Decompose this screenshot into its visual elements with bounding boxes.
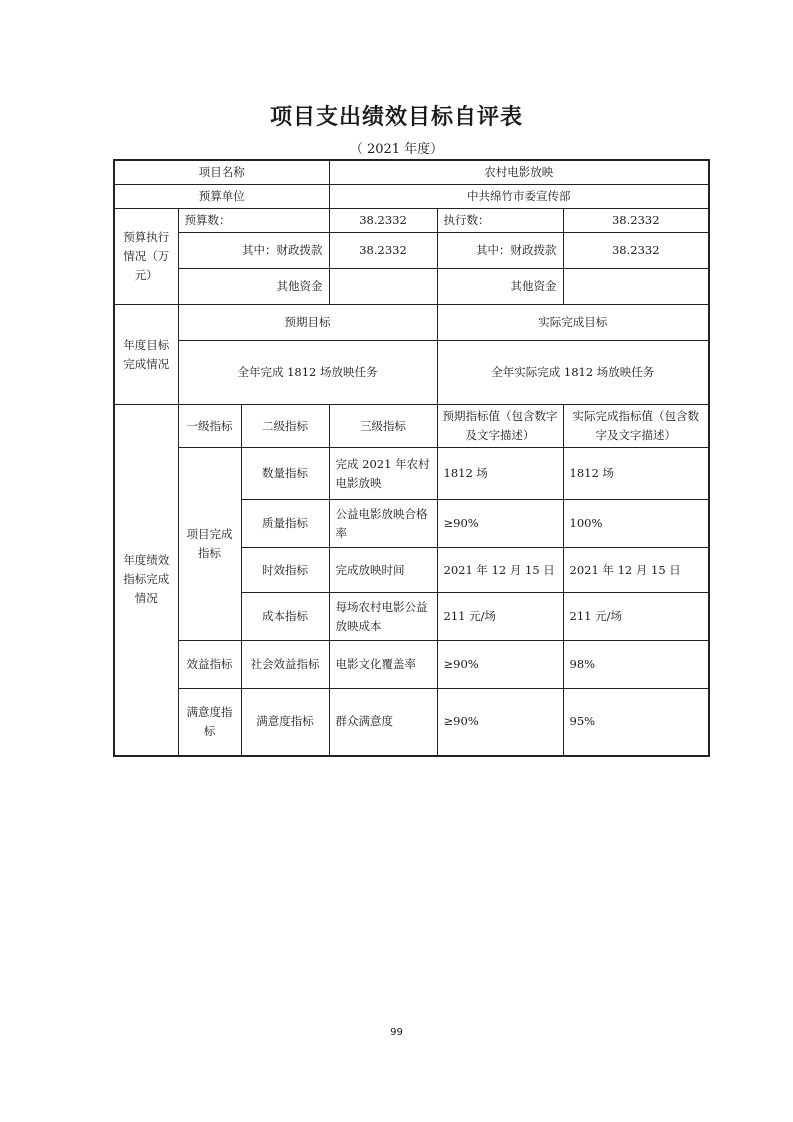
budget-section-label: 预算执行情况（万元） xyxy=(114,209,178,305)
header-level2: 二级指标 xyxy=(241,405,329,448)
actual-value-cell: 1812 场 xyxy=(563,448,709,500)
level3-cell: 电影文化覆盖率 xyxy=(329,641,437,689)
actual-goal-text: 全年实际完成 1812 场放映任务 xyxy=(437,341,709,405)
header-level1: 一级指标 xyxy=(178,405,241,448)
level3-cell: 每场农村电影公益放映成本 xyxy=(329,593,437,641)
level2-cell: 数量指标 xyxy=(241,448,329,500)
other-budget-label: 其他资金 xyxy=(178,269,329,305)
actual-value-cell: 2021 年 12 月 15 日 xyxy=(563,548,709,593)
other-exec-value xyxy=(563,269,709,305)
actual-value-cell: 98% xyxy=(563,641,709,689)
level1-satisfaction: 满意度指标 xyxy=(178,689,241,756)
level2-cell: 成本指标 xyxy=(241,593,329,641)
budget-amount-value: 38.2332 xyxy=(329,209,437,233)
fiscal-budget-value: 38.2332 xyxy=(329,233,437,269)
actual-goal-header: 实际完成目标 xyxy=(437,305,709,341)
header-expected: 预期指标值（包含数字及文字描述） xyxy=(437,405,563,448)
actual-value-cell: 211 元/场 xyxy=(563,593,709,641)
level1-benefit: 效益指标 xyxy=(178,641,241,689)
level2-cell: 时效指标 xyxy=(241,548,329,593)
other-exec-label: 其他资金 xyxy=(437,269,563,305)
expected-value-cell: 1812 场 xyxy=(437,448,563,500)
project-name-label: 项目名称 xyxy=(114,160,329,185)
budget-unit-value: 中共绵竹市委宣传部 xyxy=(329,185,709,209)
level3-cell: 群众满意度 xyxy=(329,689,437,756)
fiscal-exec-value: 38.2332 xyxy=(563,233,709,269)
other-budget-value xyxy=(329,269,437,305)
actual-value-cell: 100% xyxy=(563,500,709,548)
level2-cell: 满意度指标 xyxy=(241,689,329,756)
level3-cell: 公益电影放映合格率 xyxy=(329,500,437,548)
expected-value-cell: 2021 年 12 月 15 日 xyxy=(437,548,563,593)
header-actual: 实际完成指标值（包含数字及文字描述） xyxy=(563,405,709,448)
actual-value-cell: 95% xyxy=(563,689,709,756)
level3-cell: 完成放映时间 xyxy=(329,548,437,593)
level3-cell: 完成 2021 年农村电影放映 xyxy=(329,448,437,500)
expected-goal-header: 预期目标 xyxy=(178,305,437,341)
year-subtitle: （ 2021 年度） xyxy=(349,142,444,157)
annual-goal-section-label: 年度目标完成情况 xyxy=(114,305,178,405)
level2-cell: 社会效益指标 xyxy=(241,641,329,689)
expected-value-cell: 211 元/场 xyxy=(437,593,563,641)
level2-cell: 质量指标 xyxy=(241,500,329,548)
exec-amount-value: 38.2332 xyxy=(563,209,709,233)
level1-project-completion: 项目完成指标 xyxy=(178,448,241,641)
exec-amount-label: 执行数： xyxy=(437,209,563,233)
expected-value-cell: ≥90% xyxy=(437,641,563,689)
project-name-value: 农村电影放映 xyxy=(329,160,709,185)
fiscal-budget-label: 其中：财政拨款 xyxy=(178,233,329,269)
budget-unit-label: 预算单位 xyxy=(114,185,329,209)
fiscal-exec-label: 其中：财政拨款 xyxy=(437,233,563,269)
self-evaluation-table xyxy=(113,159,710,757)
page-title: 项目支出绩效目标自评表 xyxy=(269,105,523,130)
page-number: 99 xyxy=(390,1027,403,1038)
expected-value-cell: ≥90% xyxy=(437,500,563,548)
expected-goal-text: 全年完成 1812 场放映任务 xyxy=(178,341,437,405)
expected-value-cell: ≥90% xyxy=(437,689,563,756)
performance-section-label: 年度绩效指标完成情况 xyxy=(114,405,178,756)
budget-amount-label: 预算数： xyxy=(178,209,329,233)
header-level3: 三级指标 xyxy=(329,405,437,448)
